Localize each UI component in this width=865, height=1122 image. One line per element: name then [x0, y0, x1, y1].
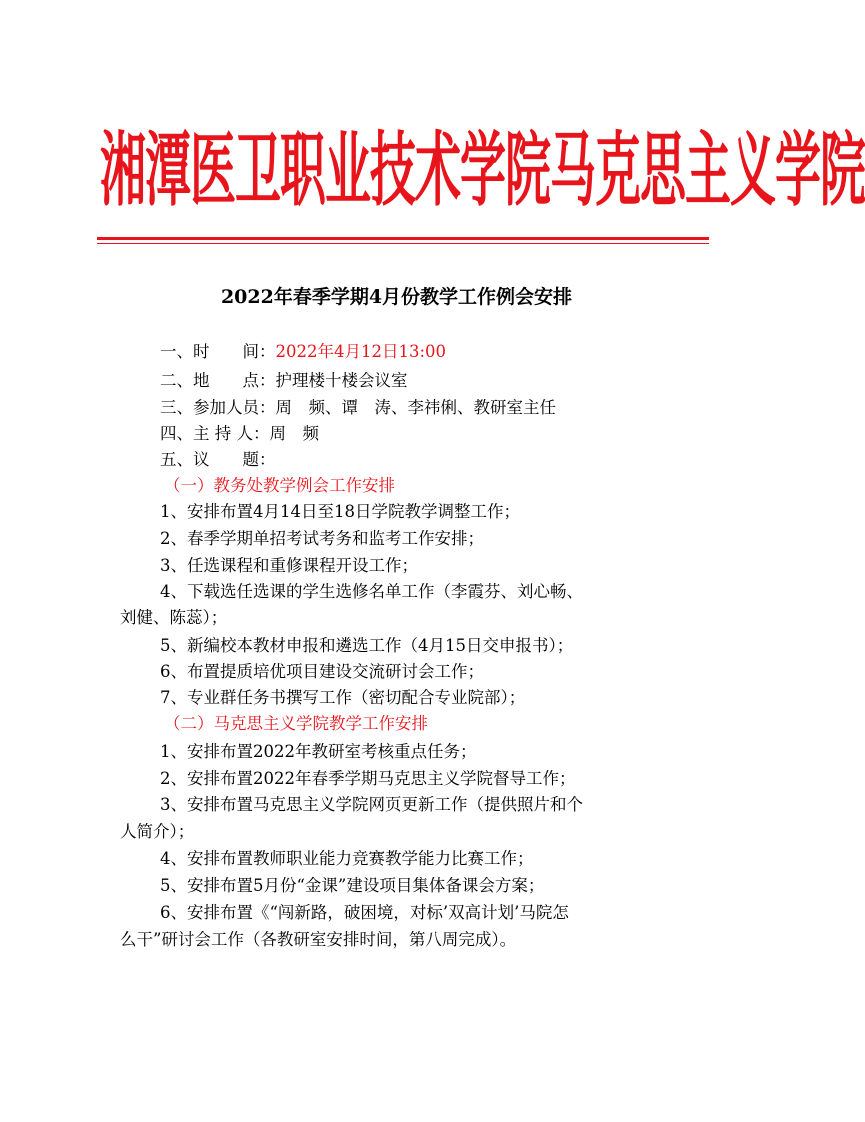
- section2-item-continuation: 人简介）；: [120, 822, 195, 841]
- info-attendees-value: 周 频、谭 涛、李祎俐、教研室主任: [275, 398, 556, 417]
- info-place-value: 护理楼十楼会议室: [275, 371, 408, 390]
- info-time-label: 一、时 间：: [160, 342, 276, 361]
- section2-item: 6、安排布置《“闯新路，破困境，对标’双高计划’马院怎: [160, 903, 569, 922]
- section1-item: 3、任选课程和重修课程开设工作；: [160, 556, 418, 575]
- info-place: [160, 367, 408, 391]
- section2-item: 5、安排布置5月份“金课”建设项目集体备课会方案；: [160, 876, 545, 895]
- letterhead: [100, 115, 865, 225]
- section2-item: 1、安排布置2022年教研室考核重点任务；: [160, 742, 477, 761]
- info-host-label: 四、主 持 人：: [160, 424, 270, 443]
- section1-item: 5、新编校本教材申报和遴选工作（4月15日交申报书）；: [160, 636, 574, 655]
- section2-item-continuation: 么干”研讨会工作（各教研室安排时间，第八周完成）。: [120, 930, 517, 949]
- section1-item: 7、专业群任务书撰写工作（密切配合专业院部）；: [160, 688, 526, 707]
- document-title: 2022年春季学期4月份教学工作例会安排: [220, 286, 573, 308]
- section1-item-continuation: 刘健、陈蕊）；: [120, 608, 228, 627]
- info-attendees-label: 三、参加人员：: [160, 398, 276, 417]
- section1-item: 1、安排布置4月14日至18日学院教学调整工作；: [160, 502, 520, 521]
- info-time: [160, 338, 446, 362]
- section1-item: 6、布置提质培优项目建设交流研讨会工作；: [160, 662, 484, 681]
- section2-item: 3、安排布置马克思主义学院网页更新工作（提供照片和个: [160, 795, 583, 814]
- letterhead-org-name: 湘潭医卫职业技术学院马克思主义学院: [100, 122, 865, 218]
- info-time-value: 2022年4月12日13:00: [275, 342, 447, 361]
- section1-item: 2、春季学期单招考试考务和监考工作安排；: [160, 529, 484, 548]
- info-place-label: 二、地 点：: [160, 371, 276, 390]
- section2-item: 2、安排布置2022年春季学期马克思主义学院督导工作；: [160, 769, 576, 788]
- info-agenda-label: 五、议 题：: [160, 450, 276, 469]
- info-host: [160, 420, 319, 444]
- info-attendees: [160, 394, 556, 418]
- section1-heading: （一）教务处教学例会工作安排: [164, 476, 395, 495]
- section2-item: 4、安排布置教师职业能力竞赛教学能力比赛工作；: [160, 849, 534, 868]
- section1-item: 4、下载选任选课的学生选修名单工作（李霞芬、刘心畅、: [160, 582, 583, 601]
- info-host-value: 周 频: [269, 424, 319, 443]
- letterhead-rule-thin: [97, 243, 709, 244]
- letterhead-rule-thick: [97, 237, 709, 240]
- section2-heading: （二）马克思主义学院教学工作安排: [164, 714, 428, 733]
- info-agenda: [160, 446, 276, 470]
